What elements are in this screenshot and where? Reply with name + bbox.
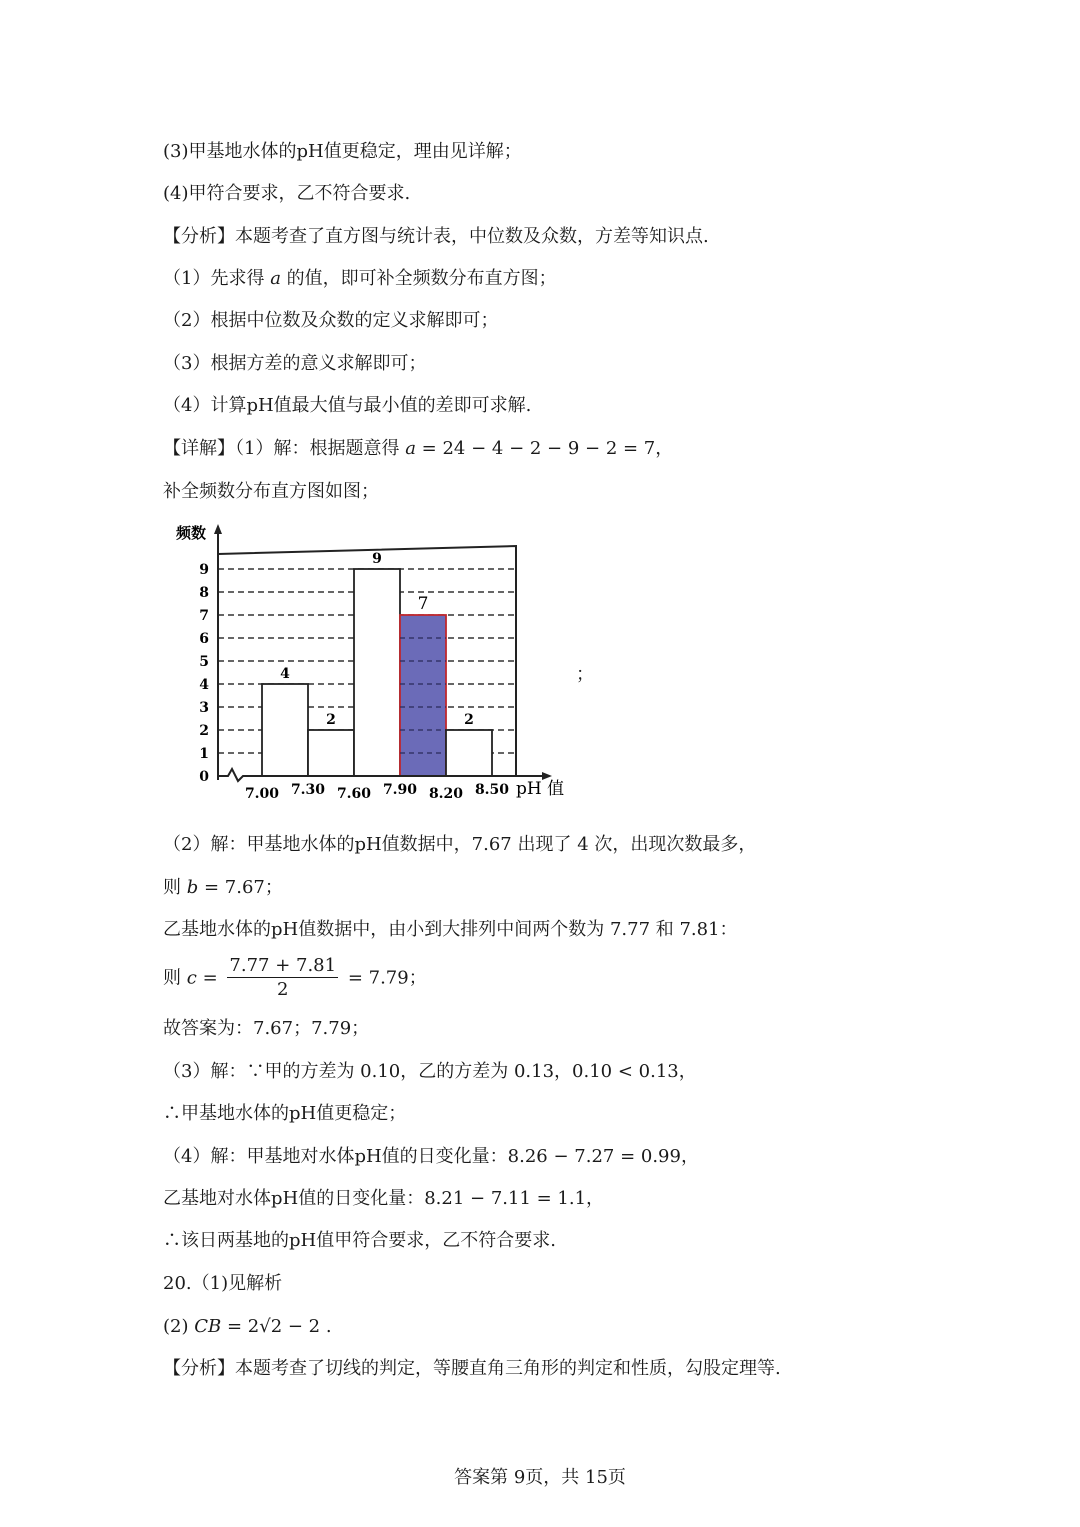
fraction-denominator: 2 — [277, 979, 289, 1000]
bar-4 — [446, 730, 492, 776]
y-tick-label-7: 7 — [199, 608, 209, 624]
histogram-bars — [262, 569, 492, 776]
answer-3: (3)甲基地水体的pH值更稳定，理由见详解； — [163, 141, 522, 162]
y-axis-label: 频数 — [176, 524, 207, 542]
y-tick-label-6: 6 — [199, 631, 209, 647]
detail-part-2: （2）解：甲基地水体的pH值数据中，7.67 出现了 4 次，出现次数最多， — [163, 834, 757, 855]
q20-prefix: (2) — [163, 1316, 189, 1337]
x-tick-label-7.00: 7.00 — [244, 786, 280, 802]
c-prefix: 则 — [163, 967, 181, 989]
bar-value-label-3: 7 — [417, 594, 429, 614]
bar-3 — [400, 615, 446, 776]
y-tick-label-0: 0 — [199, 769, 209, 785]
detail-part-3-conclusion: ∴甲基地水体的pH值更稳定； — [163, 1103, 407, 1124]
bar-value-label-0: 4 — [280, 666, 290, 682]
variable-c: c — [186, 967, 197, 989]
variable-cb: CB — [194, 1316, 222, 1337]
y-tick-label-8: 8 — [199, 585, 209, 601]
median-fraction — [227, 955, 338, 1002]
y-tick-label-3: 3 — [199, 700, 209, 716]
bar-value-label-1: 2 — [326, 712, 336, 728]
variable-a: a — [405, 438, 416, 459]
analysis-intro: 【分析】本题考查了直方图与统计表，中位数及众数，方差等知识点. — [163, 226, 709, 247]
x-tick-label-7.60: 7.60 — [336, 786, 372, 802]
x-axis-label: pH 值 — [516, 779, 565, 799]
variable-b: b — [186, 877, 199, 898]
frequency-histogram — [160, 518, 580, 818]
bar-value-label-4: 2 — [464, 712, 474, 728]
x-tick-label-8.50: 8.50 — [474, 782, 510, 798]
detail-part-4: （4）解：甲基地对水体pH值的日变化量：8.26 − 7.27 = 0.99， — [163, 1146, 699, 1167]
analysis-step-4: （4）计算pH值最大值与最小值的差即可求解. — [163, 395, 532, 416]
detail-figure-caption: 补全频数分布直方图如图； — [163, 481, 379, 502]
y-tick-label-5: 5 — [199, 654, 209, 670]
detail-c-intro: 乙基地水体的pH值数据中，由小到大排列中间两个数为 7.77 和 7.81： — [163, 919, 738, 940]
question-20-heading: 20.（1)见解析 — [163, 1273, 283, 1294]
detail-part-1 — [163, 437, 673, 461]
analysis-step-2: （2）根据中位数及众数的定义求解即可； — [163, 310, 499, 331]
detail-1-equation: = 24 − 4 − 2 − 9 − 2 = 7， — [421, 438, 674, 459]
detail-b-value — [163, 876, 283, 900]
b-equation: = 7.67； — [204, 877, 283, 898]
step1-suffix: 的值，即可补全频数分布直方图； — [286, 268, 557, 289]
bar-2 — [354, 569, 400, 776]
page-footer: 答案第 9页，共 15页 — [454, 1467, 626, 1488]
c-equals: = — [202, 967, 218, 989]
x-tick-label-8.20: 8.20 — [428, 786, 464, 802]
c-result: = 7.79； — [347, 967, 427, 989]
analysis-step-1 — [163, 267, 557, 291]
answer-4: (4)甲符合要求，乙不符合要求. — [163, 183, 411, 204]
y-tick-label-2: 2 — [199, 723, 209, 739]
detail-part-4-conclusion: ∴该日两基地的pH值甲符合要求，乙不符合要求. — [163, 1230, 556, 1251]
question-20-part-2 — [163, 1315, 332, 1339]
q20-equation: = 2√2 − 2 . — [226, 1316, 332, 1337]
variable-a: a — [270, 268, 281, 289]
detail-answer: 故答案为：7.67；7.79； — [163, 1018, 370, 1039]
detail-c-value — [163, 955, 427, 1002]
bar-1 — [308, 730, 354, 776]
bar-value-label-2: 9 — [372, 551, 382, 567]
x-tick-label-7.30: 7.30 — [290, 782, 326, 798]
bar-0 — [262, 684, 308, 776]
x-tick-label-7.90: 7.90 — [382, 782, 418, 798]
fraction-numerator: 7.77 + 7.81 — [229, 955, 337, 976]
y-tick-label-4: 4 — [199, 677, 209, 693]
question-20-analysis: 【分析】本题考查了切线的判定，等腰直角三角形的判定和性质，勾股定理等. — [163, 1358, 781, 1379]
y-tick-label-1: 1 — [199, 746, 209, 762]
figure-trailing-semicolon: ； — [576, 664, 594, 685]
detail-part-4-b: 乙基地对水体pH值的日变化量：8.21 − 7.11 = 1.1， — [163, 1188, 605, 1209]
b-prefix: 则 — [163, 877, 181, 898]
y-axis-arrow — [214, 524, 222, 534]
detail-part-3: （3）解：∵甲的方差为 0.10，乙的方差为 0.13，0.10 < 0.13， — [163, 1061, 697, 1082]
step1-prefix: （1）先求得 — [163, 268, 265, 289]
detail-1-prefix: 【详解】（1）解：根据题意得 — [163, 438, 400, 459]
analysis-step-3: （3）根据方差的意义求解即可； — [163, 353, 427, 374]
y-tick-label-9: 9 — [199, 562, 209, 578]
